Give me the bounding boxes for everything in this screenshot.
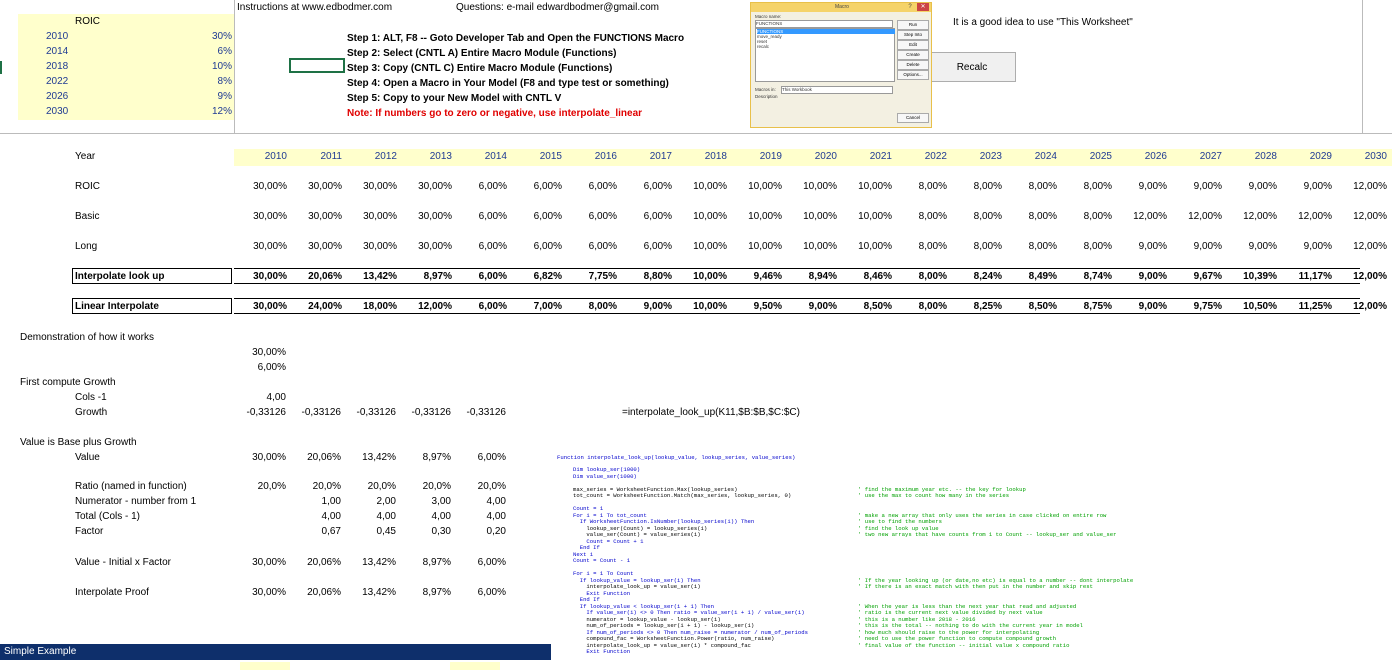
grid-cell[interactable]: 10,00% [693, 211, 727, 222]
growth-cell: -0,33126 [301, 407, 341, 418]
code-line: compound_fac = WorksheetFunction.Power(ratio, num_raise) [573, 635, 775, 642]
grid-cell[interactable]: 9,00% [1138, 301, 1167, 312]
code-line: For i = 1 To tot_count [573, 511, 647, 519]
interpolate-proof-cell: 8,97% [422, 587, 451, 598]
roic-value: 8% [217, 76, 232, 87]
year-header-cell: 2018 [704, 151, 727, 162]
year-header-cell: 2015 [539, 151, 562, 162]
bottom-marker-1 [240, 662, 290, 670]
grid-cell[interactable]: 8,25% [973, 301, 1002, 312]
grid-cell[interactable]: 10,00% [748, 181, 782, 192]
code-line: If lookup_value < lookup_ser(i + 1) Then [573, 602, 714, 610]
grid-cell[interactable]: 9,75% [1193, 301, 1222, 312]
grid-cell[interactable]: 8,00% [588, 301, 617, 312]
grid-cell[interactable]: 9,00% [1138, 181, 1167, 192]
year-header-cell: 2022 [924, 151, 947, 162]
code-line: tot_count = WorksheetFunction.Match(max_series, lookup_series, 0) [573, 492, 792, 499]
year-header-cell: 2027 [1199, 151, 1222, 162]
code-line: Next i [573, 550, 594, 558]
value-initial-factor-cell: 20,06% [307, 557, 341, 568]
code-line: numerator = lookup_value - lookup_ser(i) [573, 615, 721, 623]
numerator-cell: 1,00 [321, 496, 341, 507]
macros-in-value: This Workbook [781, 86, 893, 94]
growth-cell: -0,33126 [411, 407, 451, 418]
grid-cell[interactable]: 12,00% [1353, 301, 1387, 312]
close-icon: ✕ [917, 3, 929, 11]
row-label: Linear Interpolate [75, 301, 159, 312]
grid-cell[interactable]: 8,00% [1028, 211, 1057, 222]
macro-list-item[interactable]: reset [757, 39, 768, 44]
grid-cell[interactable]: 8,00% [918, 241, 947, 252]
macro-dialog-button[interactable]: Cancel [897, 113, 929, 123]
grid-cell[interactable]: 9,00% [1138, 241, 1167, 252]
year-header-cell: 2030 [1364, 151, 1387, 162]
year-header-cell: 2013 [429, 151, 452, 162]
grid-cell[interactable]: 8,80% [643, 271, 672, 282]
grid-cell[interactable]: 12,00% [1298, 211, 1332, 222]
grid-cell[interactable]: 9,00% [1193, 181, 1222, 192]
grid-cell[interactable]: 13,42% [363, 271, 397, 282]
grid-cell[interactable]: 24,00% [308, 301, 342, 312]
macro-dialog-title: Macro [835, 4, 849, 10]
factor-cell: 0,30 [431, 526, 451, 537]
grid-cell[interactable]: 6,00% [643, 241, 672, 252]
grid-cell[interactable]: 11,25% [1298, 301, 1332, 312]
grid-cell[interactable]: 30,00% [253, 271, 287, 282]
grid-cell[interactable]: 12,00% [1133, 211, 1167, 222]
row-label: Year [75, 151, 96, 162]
code-line: Exit Function [573, 648, 631, 655]
growth-cell: -0,33126 [246, 407, 286, 418]
grid-cell[interactable]: 9,00% [1303, 181, 1332, 192]
grid-cell[interactable]: 7,00% [533, 301, 562, 312]
vertical-divider-right [1362, 0, 1363, 133]
year-header-cell: 2028 [1254, 151, 1277, 162]
grid-cell[interactable]: 8,00% [1083, 211, 1112, 222]
roic-year: 2014 [46, 46, 69, 57]
value-initial-factor-cell: 13,42% [362, 557, 396, 568]
year-header-cell: 2012 [374, 151, 397, 162]
code-comment: ' ratio is the current next value divided by next value [858, 609, 1043, 616]
grid-cell[interactable]: 6,00% [478, 271, 507, 282]
grid-cell[interactable]: 12,00% [1353, 211, 1387, 222]
code-line: Dim lookup_ser(1000) [573, 466, 641, 473]
growth-cell: -0,33126 [356, 407, 396, 418]
roic-value: 30% [211, 31, 232, 42]
code-line: For i = 1 To Count [573, 570, 634, 577]
code-comment: ' find the look up value [858, 524, 939, 532]
row-marker [0, 61, 2, 74]
macro-list-item[interactable]: move_ready [757, 34, 782, 39]
factor-cell: 0,67 [321, 526, 341, 537]
grid-cell[interactable]: 10,00% [693, 301, 727, 312]
interpolate-proof-cell: 20,06% [307, 587, 341, 598]
ratio-label: Ratio (named in function) [75, 481, 187, 492]
code-comment: ' final value of the function -- initial value x compound ratio [858, 641, 1070, 649]
row-bottom-border [234, 313, 1360, 314]
step-text: Step 2: Select (CNTL A) Entire Macro Module (Functions) [347, 48, 617, 59]
code-line: num_of_periods = lookup_ser(i + 1) - lookup_ser(i) [573, 622, 755, 629]
grid-cell[interactable]: 12,00% [1353, 241, 1387, 252]
grid-cell[interactable]: 6,00% [478, 211, 507, 222]
macro-dialog-button[interactable]: Step Into [897, 30, 929, 40]
ratio-cell: 20,0% [257, 481, 286, 492]
grid-cell[interactable]: 6,00% [533, 241, 562, 252]
macro-dialog-button[interactable]: Create [897, 50, 929, 60]
total-cell: 4,00 [486, 511, 506, 522]
first-compute-label: First compute Growth [20, 377, 116, 388]
grid-cell[interactable]: 8,49% [1028, 271, 1057, 282]
grid-cell[interactable]: 6,00% [643, 211, 672, 222]
roic-value: 12% [211, 106, 232, 117]
roic-year: 2026 [46, 91, 69, 102]
code-line: If value_ser(i) <> 0 Then ratio = value_ser(i + 1) / value_ser(i) [573, 609, 805, 616]
grid-cell[interactable]: 30,00% [308, 241, 342, 252]
grid-cell[interactable]: 10,50% [1243, 301, 1277, 312]
step-text: Step 4: Open a Macro in Your Model (F8 and type test or something) [347, 78, 669, 89]
grid-cell[interactable]: 9,46% [753, 271, 782, 282]
grid-cell[interactable]: 11,17% [1298, 271, 1332, 282]
simple-example-banner: Simple Example [0, 644, 551, 660]
row-top-border [234, 298, 1360, 299]
grid-cell[interactable]: 10,00% [858, 181, 892, 192]
interpolate-proof-label: Interpolate Proof [75, 587, 149, 598]
row-label: Interpolate look up [75, 271, 165, 282]
year-header-cell: 2024 [1034, 151, 1057, 162]
value-initial-factor-cell: 8,97% [422, 557, 451, 568]
code-comment: ' how much should raise to the power for interpolating [858, 628, 1040, 636]
code-comment: ' need to use the power function to compute compound growth [858, 635, 1057, 642]
year-header-cell: 2011 [320, 151, 342, 162]
code-line: interpolate_look_up = value_ser(i) * compound_fac [573, 641, 751, 649]
row-label: Long [75, 241, 98, 252]
demo-end-value: 6,00% [257, 362, 286, 373]
ratio-cell: 20,0% [477, 481, 506, 492]
instructions-link[interactable]: Instructions at www.edbodmer.com [237, 2, 393, 13]
code-line: Count = 1 [573, 505, 604, 512]
code-signature: Function interpolate_look_up(lookup_value, lookup_series, value_series) [557, 454, 796, 461]
year-header-cell: 2025 [1089, 151, 1112, 162]
bottom-marker-2 [450, 662, 500, 670]
numerator-cell: 3,00 [431, 496, 451, 507]
macro-list [755, 28, 895, 82]
macros-in-label: Macros in: [755, 87, 776, 92]
code-line: If WorksheetFunction.IsNumber(lookup_series(i)) Then [573, 518, 755, 525]
macro-dialog-button[interactable]: Run [897, 20, 929, 30]
grid-cell[interactable]: 30,00% [418, 211, 452, 222]
step-text: Step 5: Copy to your New Model with CNTL V [347, 93, 562, 104]
grid-cell[interactable]: 8,00% [973, 181, 1002, 192]
numerator-cell: 2,00 [376, 496, 396, 507]
recalc-button[interactable]: Recalc [928, 52, 1016, 82]
roic-value: 9% [217, 91, 232, 102]
grid-cell[interactable]: 20,06% [308, 271, 342, 282]
value-initial-factor-label: Value - Initial x Factor [75, 557, 171, 568]
year-header-cell: 2019 [759, 151, 782, 162]
grid-cell[interactable]: 10,00% [858, 211, 892, 222]
note-text: Note: If numbers go to zero or negative, use interpolate_linear [347, 108, 643, 119]
selected-cell[interactable] [289, 58, 345, 73]
year-header-cell: 2016 [594, 151, 617, 162]
ratio-cell: 20,0% [422, 481, 451, 492]
worksheet-tip: It is a good idea to use "This Worksheet" [953, 17, 1133, 28]
grid-cell[interactable]: 30,00% [253, 301, 287, 312]
grid-cell[interactable]: 12,00% [1353, 181, 1387, 192]
grid-cell[interactable]: 8,00% [973, 241, 1002, 252]
code-line: Count = Count + 1 [573, 537, 644, 545]
grid-cell[interactable]: 30,00% [253, 181, 287, 192]
grid-cell[interactable]: 8,50% [863, 301, 892, 312]
code-line: Count = Count - 1 [573, 557, 631, 564]
description-label: Description [755, 94, 778, 99]
grid-cell[interactable]: 8,00% [1083, 241, 1112, 252]
grid-cell[interactable]: 6,00% [588, 211, 617, 222]
grid-cell[interactable]: 10,00% [803, 181, 837, 192]
step-text: Step 3: Copy (CNTL C) Entire Macro Module (Functions) [347, 63, 613, 74]
code-line: lookup_ser(Count) = lookup_series(i) [573, 524, 708, 532]
grid-cell[interactable]: 8,00% [918, 301, 947, 312]
grid-cell[interactable]: 30,00% [418, 241, 452, 252]
code-line: Dim value_ser(1000) [573, 472, 637, 480]
cols-label: Cols -1 [75, 392, 107, 403]
code-comment: ' If the year looking up (or date,no etc) is equal to a number -- dont interpolate [858, 576, 1134, 584]
year-header-cell: 2017 [649, 151, 672, 162]
ratio-cell: 20,0% [312, 481, 341, 492]
questions-email[interactable]: Questions: e-mail edwardbodmer@gmail.com [456, 2, 660, 13]
roic-table-title: ROIC [75, 16, 100, 27]
growth-label: Growth [75, 407, 108, 418]
row-top-border [234, 268, 1360, 269]
grid-cell[interactable]: 8,00% [973, 211, 1002, 222]
help-icon: ? [908, 4, 912, 10]
year-header-cell: 2029 [1309, 151, 1332, 162]
ratio-cell: 20,0% [367, 481, 396, 492]
grid-cell[interactable]: 6,00% [533, 211, 562, 222]
numerator-cell: 4,00 [486, 496, 506, 507]
roic-value: 6% [217, 46, 232, 57]
demo-start-value: 30,00% [252, 347, 286, 358]
year-header-cell: 2026 [1144, 151, 1167, 162]
grid-cell[interactable]: 30,00% [308, 211, 342, 222]
grid-cell[interactable]: 9,50% [753, 301, 782, 312]
macro-dialog-button[interactable]: Edit [897, 40, 929, 50]
grid-cell[interactable]: 9,00% [808, 301, 837, 312]
grid-cell[interactable]: 12,00% [1353, 271, 1387, 282]
grid-cell[interactable]: 6,00% [478, 301, 507, 312]
grid-cell[interactable]: 30,00% [308, 181, 342, 192]
grid-cell[interactable]: 30,00% [253, 241, 287, 252]
grid-cell[interactable]: 10,00% [693, 181, 727, 192]
grid-cell[interactable]: 9,00% [1138, 271, 1167, 282]
grid-cell[interactable]: 10,00% [748, 241, 782, 252]
grid-cell[interactable]: 8,94% [808, 271, 837, 282]
grid-cell[interactable]: 8,00% [1028, 181, 1057, 192]
grid-cell[interactable]: 30,00% [253, 211, 287, 222]
code-comment: ' If there is an exact match with then put in the number and skip rest [858, 583, 1093, 590]
macro-name-label: Macro name: [755, 14, 782, 19]
code-line: If lookup_value = lookup_ser(i) Then [573, 576, 701, 584]
demo-title: Demonstration of how it works [20, 332, 154, 343]
grid-cell[interactable]: 6,00% [588, 241, 617, 252]
grid-cell[interactable]: 10,00% [693, 271, 727, 282]
grid-cell[interactable]: 8,50% [1028, 301, 1057, 312]
roic-year: 2018 [46, 61, 69, 72]
vertical-divider-left [234, 0, 235, 133]
total-cell: 4,00 [321, 511, 341, 522]
value-initial-factor-cell: 6,00% [477, 557, 506, 568]
code-line: End If [573, 596, 600, 603]
total-label: Total (Cols - 1) [75, 511, 141, 522]
step-text: Step 1: ALT, F8 -- Goto Developer Tab and Open the FUNCTIONS Macro [347, 33, 685, 44]
grid-cell[interactable]: 8,00% [1028, 241, 1057, 252]
year-header-cell: 2014 [484, 151, 507, 162]
macro-list-item[interactable]: FUNCTIONS [757, 29, 895, 34]
code-comment: ' use the max to count how many in the series [858, 492, 1010, 499]
roic-year: 2030 [46, 106, 69, 117]
value-initial-factor-cell: 30,00% [252, 557, 286, 568]
grid-cell[interactable]: 12,00% [418, 301, 452, 312]
code-comment: ' this is the total -- nothing to do with the current year in model [858, 622, 1083, 629]
formula-text: =interpolate_look_up(K11,$B:$B,$C:$C) [622, 407, 800, 418]
grid-cell[interactable]: 8,00% [918, 181, 947, 192]
grid-cell[interactable]: 8,00% [918, 211, 947, 222]
code-comment: ' make a new array that only uses the series in case clicked on entire row [858, 511, 1107, 519]
value-base-label: Value is Base plus Growth [20, 437, 137, 448]
code-line: value_ser(Count) = value_series(i) [573, 531, 701, 538]
code-line: max_series = WorksheetFunction.Max(lookup_series) [573, 485, 738, 493]
grid-cell[interactable]: 6,00% [588, 181, 617, 192]
roic-year: 2010 [46, 31, 69, 42]
year-header-cell: 2021 [869, 151, 892, 162]
macro-dialog-image [750, 2, 932, 128]
grid-cell[interactable]: 18,00% [363, 301, 397, 312]
grid-cell[interactable]: 8,46% [863, 271, 892, 282]
year-header-cell: 2010 [264, 151, 287, 162]
header-divider [0, 133, 1392, 134]
year-header-cell: 2020 [814, 151, 837, 162]
code-line: If num_of_periods <> 0 Then num_raise = numerator / num_of_periods [573, 628, 808, 636]
grid-cell[interactable]: 10,00% [803, 241, 837, 252]
value-cell: 20,06% [307, 452, 341, 463]
factor-cell: 0,20 [486, 526, 506, 537]
grid-cell[interactable]: 30,00% [363, 211, 397, 222]
cols-value: 4,00 [266, 392, 286, 403]
grid-cell[interactable]: 9,00% [1248, 181, 1277, 192]
grid-cell[interactable]: 30,00% [363, 241, 397, 252]
factor-cell: 0,45 [376, 526, 396, 537]
grid-cell[interactable]: 30,00% [418, 181, 452, 192]
code-line: Exit Function [573, 589, 631, 597]
grid-cell[interactable]: 30,00% [363, 181, 397, 192]
grid-cell[interactable]: 12,00% [1188, 211, 1222, 222]
grid-cell[interactable]: 9,00% [1248, 241, 1277, 252]
row-bottom-border [234, 283, 1360, 284]
value-cell: 30,00% [252, 452, 286, 463]
interpolate-proof-cell: 30,00% [252, 587, 286, 598]
code-comment: ' use to find the numbers [858, 518, 942, 525]
grid-cell[interactable]: 10,00% [803, 211, 837, 222]
code-comment: ' find the maximum year etc. -- the key for lookup [858, 485, 1026, 493]
total-cell: 4,00 [431, 511, 451, 522]
value-label: Value [75, 452, 100, 463]
total-cell: 4,00 [376, 511, 396, 522]
grid-cell[interactable]: 7,75% [588, 271, 617, 282]
code-line: End If [573, 544, 600, 551]
grid-cell[interactable]: 6,00% [643, 181, 672, 192]
code-comment: ' When the year is less than the next year that read and adjusted [858, 602, 1077, 610]
grid-cell[interactable]: 6,00% [533, 181, 562, 192]
grid-cell[interactable]: 10,39% [1243, 271, 1277, 282]
year-header-cell: 2023 [979, 151, 1002, 162]
growth-cell: -0,33126 [466, 407, 506, 418]
grid-cell[interactable]: 10,00% [748, 211, 782, 222]
grid-cell[interactable]: 10,00% [693, 241, 727, 252]
value-cell: 13,42% [362, 452, 396, 463]
macro-name-value: FUNCTIONS [755, 20, 893, 28]
grid-cell[interactable]: 8,75% [1083, 301, 1112, 312]
grid-cell[interactable]: 9,67% [1193, 271, 1222, 282]
row-label: Basic [75, 211, 100, 222]
grid-cell[interactable]: 8,00% [1083, 181, 1112, 192]
code-line: interpolate_look_up = value_ser(i) [573, 583, 701, 590]
grid-cell[interactable]: 12,00% [1243, 211, 1277, 222]
macro-dialog-button[interactable]: Options... [897, 70, 929, 80]
grid-cell[interactable]: 8,97% [423, 271, 452, 282]
code-comment: ' this is a number like 2018 - 2016 [858, 615, 976, 623]
grid-cell[interactable]: 6,00% [478, 181, 507, 192]
grid-cell[interactable]: 6,00% [478, 241, 507, 252]
roic-year: 2022 [46, 76, 69, 87]
value-cell: 6,00% [477, 452, 506, 463]
grid-cell[interactable]: 8,00% [918, 271, 947, 282]
row-label: ROIC [75, 181, 100, 192]
grid-cell[interactable]: 8,74% [1083, 271, 1112, 282]
grid-cell[interactable]: 9,00% [1193, 241, 1222, 252]
value-cell: 8,97% [422, 452, 451, 463]
factor-label: Factor [75, 526, 104, 537]
numerator-label: Numerator - number from 1 [75, 496, 197, 507]
grid-cell[interactable]: 9,00% [1303, 241, 1332, 252]
grid-cell[interactable]: 10,00% [858, 241, 892, 252]
grid-cell[interactable]: 6,82% [533, 271, 562, 282]
macro-list-item[interactable]: recalc [757, 44, 770, 49]
interpolate-proof-cell: 13,42% [362, 587, 396, 598]
grid-cell[interactable]: 9,00% [643, 301, 672, 312]
roic-value: 10% [211, 61, 232, 72]
code-comment: ' two new arrays that have counts from 1 to Count -- lookup_ser and value_ser [858, 531, 1117, 538]
grid-cell[interactable]: 8,24% [973, 271, 1002, 282]
interpolate-proof-cell: 6,00% [477, 587, 506, 598]
macro-dialog-button[interactable]: Delete [897, 60, 929, 70]
